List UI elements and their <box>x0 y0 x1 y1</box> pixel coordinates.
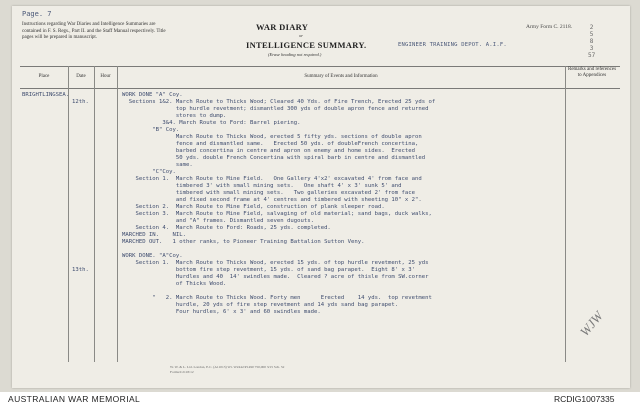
table-top-rule <box>20 66 620 67</box>
date-entry: 12th. <box>72 99 89 105</box>
army-form-number: Army Form C. 2118. <box>526 24 573 30</box>
summary-line: March Route to Thicks Wood, erected 5 fifty yds. sections of double apron <box>122 134 422 140</box>
summary-line: Section 2. March Route to Mine Field, construction of plank sleeper road. <box>122 204 385 210</box>
header-summary: Summary of Events and Information <box>304 74 378 79</box>
summary-line: WORK DONE "A" Coy. <box>122 92 183 98</box>
summary-line: 3&4. March Route to Ford: Barrel piering. <box>122 120 301 126</box>
handwritten-initials: WJW <box>576 308 606 340</box>
summary-line: and fixed second frame at 4' centres and timbered with sheeting 10" x 2". <box>122 197 422 203</box>
instructions-note: Instructions regarding War Diaries and Intelligence Summaries are contained in F. S. Regs., Part II. and the Staff Manual respectively. Title pages will be prepared in manuscript. <box>22 22 166 40</box>
summary-line: of Thicks Wood. <box>122 281 227 287</box>
summary-line: fence and dismantled same. Erected 50 yds. of doubleFrench concertina, <box>122 141 419 147</box>
summary-line: and "A" frames. Dismantled seven dugouts. <box>122 218 314 224</box>
column-divider <box>117 66 118 362</box>
column-divider <box>68 66 69 362</box>
header-hour: Hour <box>100 74 111 79</box>
printer-imprint: W. W. & L. Ltd. London, E.C. (A11013) Wt. W2442/P1490 750,000 3/15 Sch. 52 Forms/C2118/12 <box>170 365 285 374</box>
folio-stamp <box>588 24 595 59</box>
summary-line: Section 1. March Route to Thicks Wood, erected 15 yds. of top hurdle revetment, 25 yds <box>122 260 429 266</box>
header-date: Date <box>76 74 86 79</box>
erase-heading-note: (Erase heading not required.) <box>268 52 322 57</box>
summary-line: Sections 1&2. March Route to Thicks Wood; Cleared 40 Yds. of Fire Trench, Erected 25 yds of <box>122 99 436 105</box>
title-or: or <box>299 33 304 38</box>
archive-credit: AUSTRALIAN WAR MEMORIAL <box>8 394 141 404</box>
column-divider <box>94 66 95 362</box>
summary-line: Section 3. March Route to Mine Field, salvaging of old material; sand bags, duck walks, <box>122 211 432 217</box>
column-divider <box>565 66 566 362</box>
summary-line: MARCHED OUT. 1 other ranks, to Pioneer Training Battalion Sutton Veny. <box>122 239 365 245</box>
summary-line: bottom fire step revetment, 15 yds. of sand bag parapet. Eight 8' x 3' <box>122 267 415 273</box>
summary-line: WORK DONE. "A"Coy. <box>122 253 183 259</box>
summary-line: hurdle, 20 yds of fire step revetment and 14 yds sand bag parapet. <box>122 302 399 308</box>
archive-reference: RCDIG1007335 <box>554 394 615 404</box>
summary-line: Section 4. March Route to Ford: Roads, 25 yds. completed. <box>122 225 331 231</box>
folio-digit: 8 <box>589 38 594 45</box>
header-place: Place <box>38 74 50 79</box>
date-entry: 13th. <box>72 267 89 273</box>
folio-digit: 3 <box>589 45 594 52</box>
folio-digit: 5 <box>589 31 594 38</box>
title-war-diary: WAR DIARY <box>256 22 309 32</box>
table-header-rule <box>20 88 620 89</box>
summary-line: timbered with small mining sets. Two galleries excavated 2' from face <box>122 190 415 196</box>
summary-line: 50 yds. double French Concertina with spiral barb in centre and dismantled <box>122 155 426 161</box>
summary-line: timbered 3' with small mining sets. One shaft 4' x 3' sunk 5' and <box>122 183 402 189</box>
summary-line: barbed concertina in centre and apron on enemy and home sides. Erected <box>122 148 415 154</box>
summary-line: Four hurdles, 6' x 3' and 60 swindles made. <box>122 309 321 315</box>
summary-line: "C"Coy. <box>122 169 176 175</box>
summary-line: Section 1. March Route to Mine Field. One Gallery 4'x2' excavated 4' from face and <box>122 176 422 182</box>
summary-line: stores to dump. <box>122 113 227 119</box>
place-entry: BRIGHTLINGSEA. <box>22 92 70 98</box>
summary-line: top hurdle revetment; dismantled 300 yds of double apron fence and returned <box>122 106 429 112</box>
header-remarks: Remarks and references to Appendices <box>567 67 617 78</box>
page-number: Page. 7 <box>22 10 52 18</box>
summary-line: MARCHED IN. NIL. <box>122 232 186 238</box>
folio-digit: 2 <box>589 24 594 31</box>
summary-line: same. <box>122 162 193 168</box>
folio-digit: 57 <box>588 52 596 59</box>
unit-name: ENGINEER TRAINING DEPOT. A.I.F. <box>398 42 507 48</box>
title-intelligence-summary: INTELLIGENCE SUMMARY. <box>246 40 367 50</box>
summary-line: Hurdles and 40 14' swindles made. Cleared ? acre of thisle from SW.corner <box>122 274 429 280</box>
summary-line: "B" Coy. <box>122 127 180 133</box>
summary-line: " 2. March Route to Thicks Wood. Forty men Erected 14 yds. top revetment <box>122 295 432 301</box>
